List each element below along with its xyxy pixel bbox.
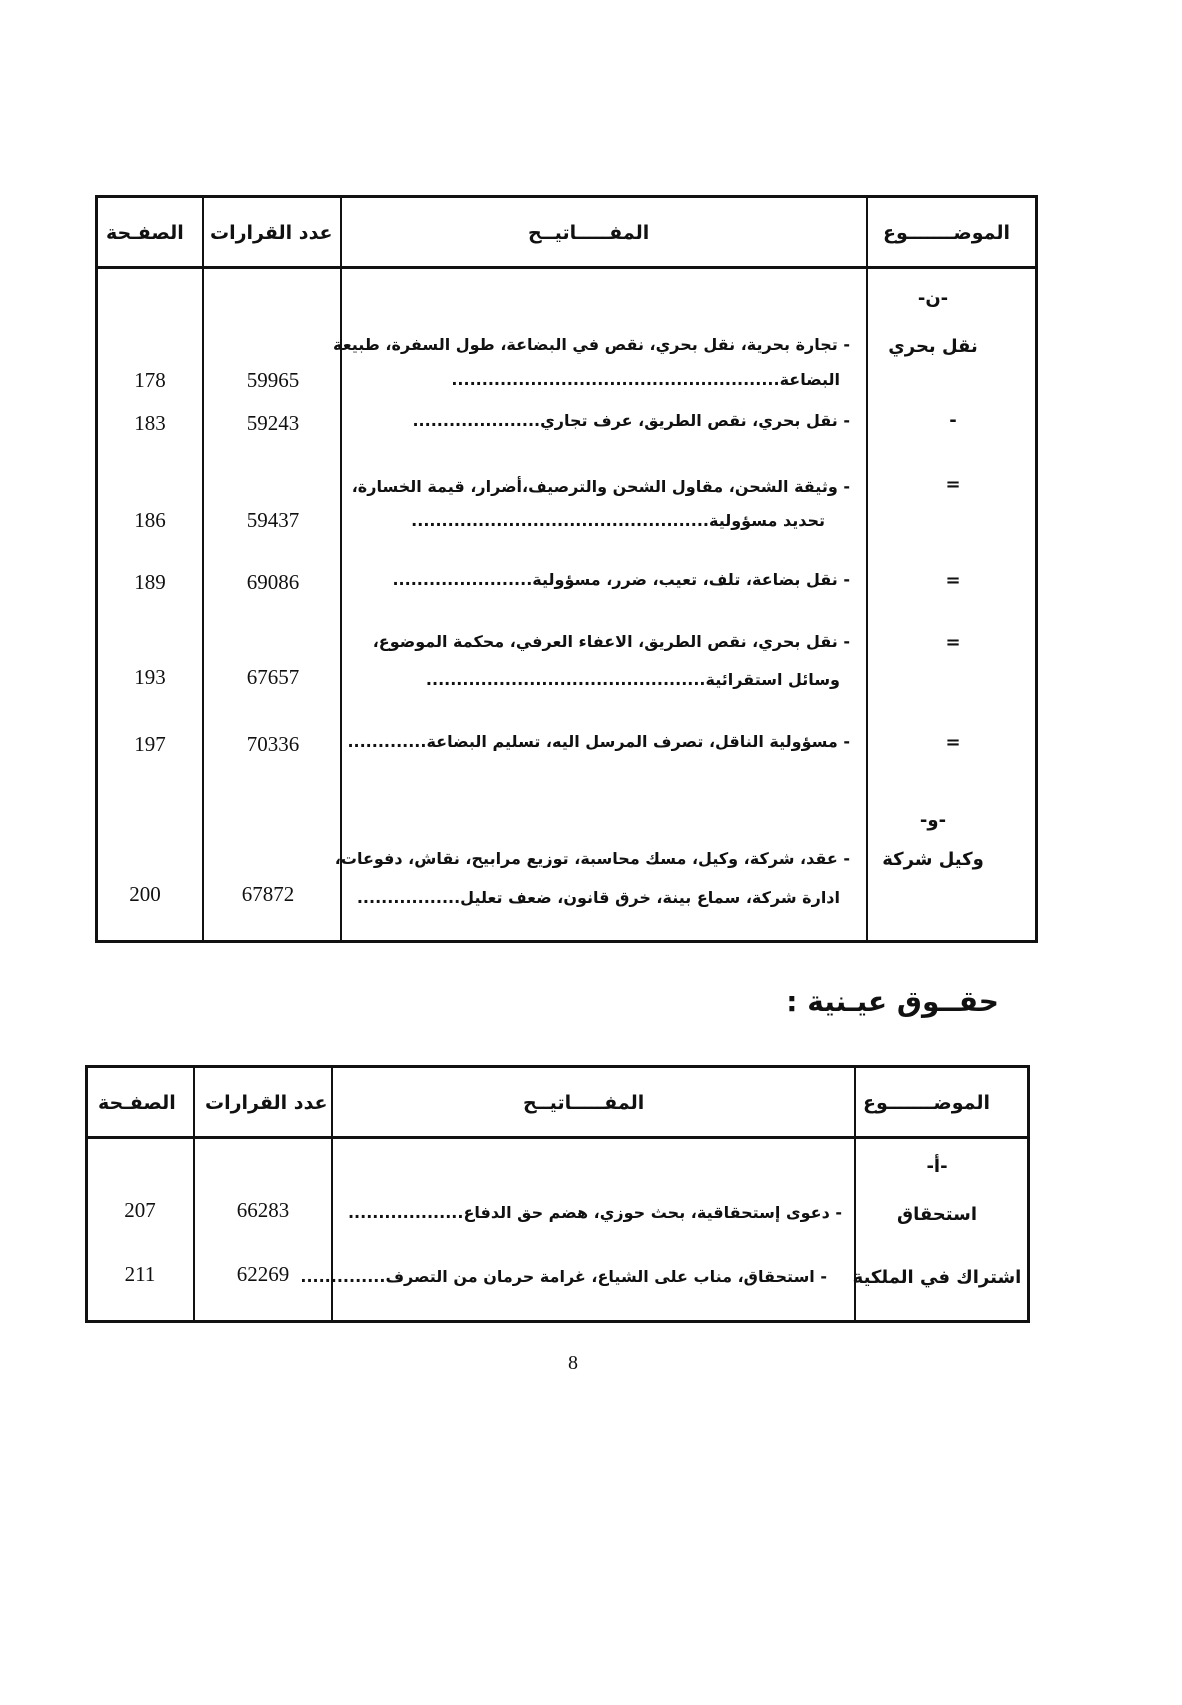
page-ref: 193 [134,665,166,689]
keywords-text: البضاعة...................................................... [451,370,840,389]
keywords-text: وسائل استقرائية.............................................. [425,670,840,689]
ditto-mark: = [945,732,961,753]
decision-number: 69086 [246,570,300,594]
decision-number: 62269 [236,1262,290,1286]
header-subject: الموضـــــــوع [863,1092,991,1114]
section-title: حقــوق عيـنية : [786,985,999,1018]
page-ref: 200 [129,882,161,906]
header-page: الصفـحة [98,1092,176,1114]
ditto-mark: = [945,570,961,591]
decision-number: 67872 [241,882,295,906]
decision-number: 66283 [236,1198,290,1222]
ditto-mark: - [949,410,957,431]
ditto-mark: = [945,474,961,495]
page-ref: 207 [124,1198,156,1222]
subject: اشتراك في الملكية [852,1267,1022,1288]
keywords-text: تحديد مسؤولية................................................. [411,511,825,530]
keywords-text: - دعوى إستحقاقية، بحث حوزي، هضم حق الدفاع................... [347,1203,842,1222]
page-ref: 183 [134,411,166,435]
decision-number: 70336 [246,732,300,756]
page-ref: 189 [134,570,166,594]
page-ref: 178 [134,368,166,392]
decision-number: 59965 [246,368,300,392]
subject: وكيل شركة [882,849,984,870]
header-count: عدد القرارات [205,1092,328,1114]
keywords-text: - نقل بحري، نقص الطريق، عرف تجاري..................... [412,411,850,430]
section-letter: -أ- [926,1156,948,1177]
decision-number: 59437 [246,508,300,532]
header-keys: المفـــــاتيــح [523,1092,645,1114]
page-ref: 211 [124,1262,156,1286]
decision-number: 67657 [246,665,300,689]
page-ref: 186 [134,508,166,532]
header-count: عدد القرارات [210,222,333,244]
ditto-mark: = [945,632,961,653]
subject: نقل بحري [888,336,978,357]
header-keys: المفـــــاتيــح [528,222,650,244]
keywords-text: - نقل بحري، نقص الطريق، الاعفاء العرفي، محكمة الموضوع، [372,632,850,651]
page-number: 8 [568,1352,578,1374]
keywords-text: - استحقاق، مناب على الشياع، غرامة حرمان من التصرف.............. [300,1267,827,1286]
keywords-text: ادارة شركة، سماع بينة، خرق قانون، ضعف تعليل................. [356,888,840,907]
decision-number: 59243 [246,411,300,435]
keywords-text: - وثيقة الشحن، مقاول الشحن والترصيف،أضرار، قيمة الخسارة، [351,477,850,496]
keywords-text: - عقد، شركة، وكيل، مسك محاسبة، توزيع مرابيح، نقاش، دفوعات، [334,849,850,868]
subject: استحقاق [897,1204,977,1225]
section-letter: -و- [919,810,947,831]
header-page: الصفـحة [106,222,184,244]
page-ref: 197 [134,732,166,756]
header-subject: الموضـــــــوع [883,222,1011,244]
keywords-text: - نقل بضاعة، تلف، تعيب، ضرر، مسؤولية....................... [392,570,850,589]
keywords-text: - مسؤولية الناقل، تصرف المرسل اليه، تسليم البضاعة............. [347,732,850,751]
index-table-1 [95,195,1038,943]
keywords-text: - تجارة بحرية، نقل بحري، نقص في البضاعة، طول السفرة، طبيعة [332,335,850,354]
section-letter: -ن- [917,288,949,309]
index-table-2 [85,1065,1030,1323]
